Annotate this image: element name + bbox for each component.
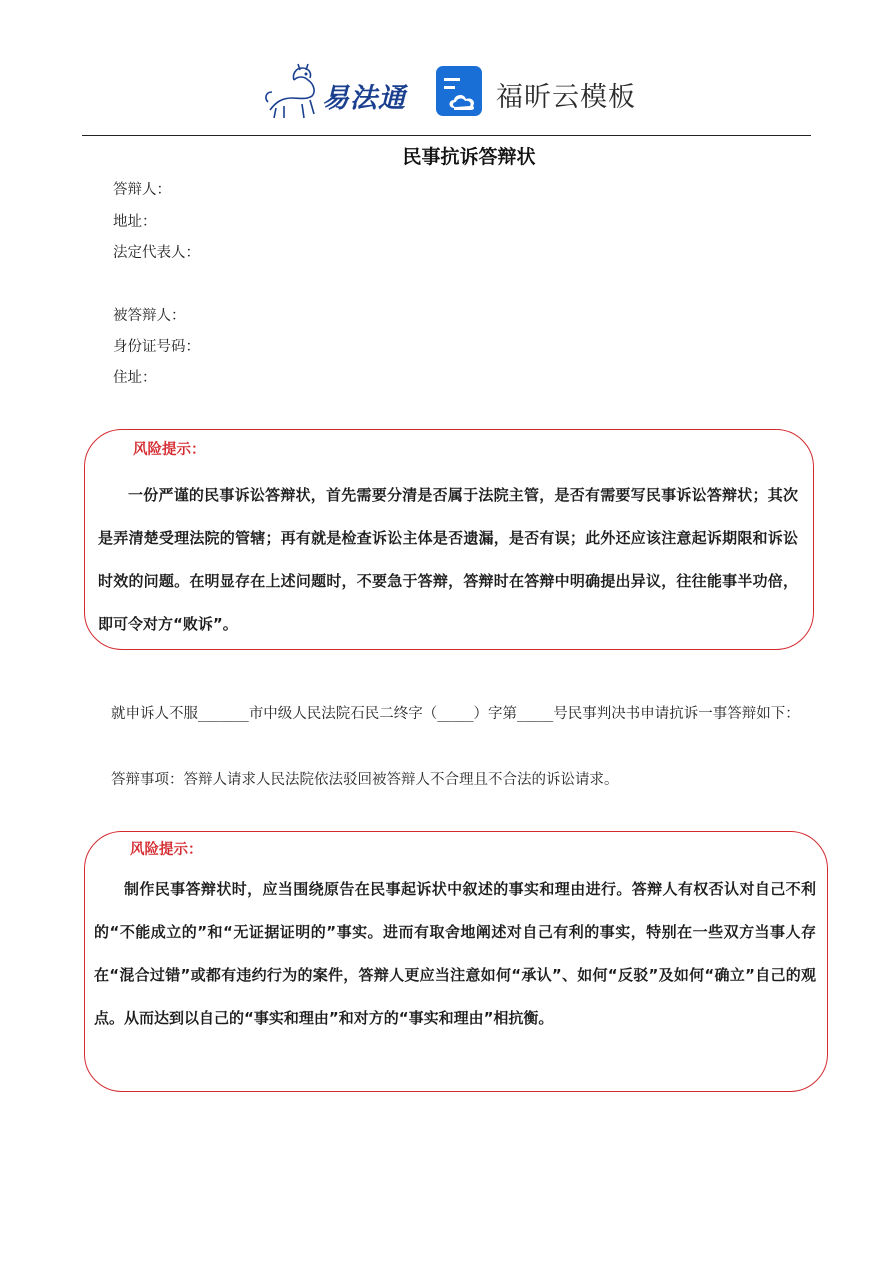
- page-header: [0, 58, 893, 128]
- risk-box-1-text: 一份严谨的民事诉讼答辩状，首先需要分清是否属于法院主管，是否有需要写民事诉讼答辩状；其次是弄清楚受理法院的管辖；再有就是检查诉讼主体是否遗漏，是否有误；此外还应该注意起诉期限和诉讼时效的问题。在明显存在上述问题时，不要急于答辩，答辩时在答辩中明确提出异议，往往能事半功倍，即可令对方“败诉”。: [98, 486, 798, 633]
- yifatong-logo: [262, 62, 412, 122]
- opposing-address-label: 住址：: [113, 370, 157, 386]
- defense-items: 答辩事项：答辩人请求人民法院依法驳回被答辩人不合理且不合法的诉讼请求。: [111, 772, 619, 788]
- respondent-name-label: 答辩人：: [113, 182, 171, 198]
- respondent-address-label: 地址：: [113, 214, 157, 230]
- cloud-doc-icon: [436, 66, 484, 116]
- logo1-text: 易法通: [322, 83, 406, 114]
- appeal-statement: 就申诉人不服_______市中级人民法院石民二终字（_____）字第_____号民事判决书申请抗诉一事答辩如下：: [111, 706, 800, 722]
- qilin-icon: [262, 62, 324, 122]
- opposing-name-label: 被答辩人：: [113, 308, 186, 324]
- document-title: 民事抗诉答辩状: [402, 146, 536, 168]
- header-divider: [82, 135, 811, 136]
- risk-box-2-text: 制作民事答辩状时，应当围绕原告在民事起诉状中叙述的事实和理由进行。答辩人有权否认对自己不利的“不能成立的”和“无证据证明的”事实。进而有取舍地阐述对自己有利的事实，特别在一些双方当事人存在“混合过错”或都有违约行为的案件，答辩人更应当注意如何“承认”、如何“反驳”及如何“确立”自己的观点。从而达到以自己的“事实和理由”和对方的“事实和理由”相抗衡。: [94, 880, 816, 1027]
- risk-box-1-title: 风险提示：: [133, 442, 206, 458]
- opposing-id-label: 身份证号码：: [113, 339, 200, 355]
- logo2-text: 福昕云模板: [496, 82, 636, 113]
- risk-box-2: [84, 831, 828, 1092]
- risk-box-2-title: 风险提示：: [130, 842, 203, 858]
- respondent-legal-rep-label: 法定代表人：: [113, 245, 200, 261]
- fuxin-template-logo: [436, 66, 636, 120]
- risk-box-1: [84, 429, 814, 650]
